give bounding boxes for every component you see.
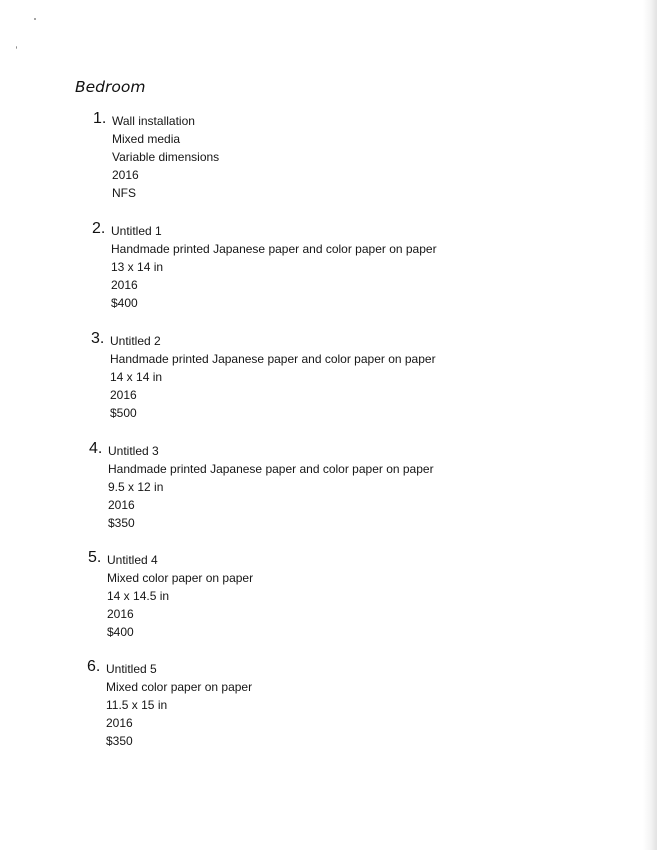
artwork-price: NFS — [112, 186, 136, 200]
entry-number: 4. — [89, 440, 103, 457]
artwork-dimensions: 11.5 x 15 in — [106, 698, 168, 712]
artwork-dimensions: 13 x 14 in — [111, 260, 164, 274]
artwork-dimensions: 9.5 x 12 in — [108, 480, 164, 494]
artwork-medium: Handmade printed Japanese paper and color paper on paper — [111, 242, 437, 256]
artwork-medium: Mixed color paper on paper — [106, 680, 253, 694]
artwork-price: $400 — [111, 296, 138, 310]
artwork-title: Untitled 2 — [110, 334, 161, 348]
artwork-title: Untitled 1 — [111, 224, 162, 238]
artwork-price: $500 — [110, 406, 137, 420]
artwork-dimensions: Variable dimensions — [112, 150, 220, 164]
entry-number: 6. — [87, 658, 101, 675]
section-heading: Bedroom — [75, 78, 146, 96]
artwork-dimensions: 14 x 14 in — [110, 370, 163, 384]
scan-speck — [34, 18, 36, 20]
artwork-title: Wall installation — [112, 114, 195, 128]
artwork-year: 2016 — [111, 278, 138, 292]
artwork-title: Untitled 3 — [108, 444, 159, 458]
artwork-year: 2016 — [112, 168, 139, 182]
entry-number: 5. — [88, 549, 102, 566]
artwork-price: $350 — [108, 516, 135, 530]
artwork-medium: Handmade printed Japanese paper and color paper on paper — [108, 462, 434, 476]
artwork-year: 2016 — [107, 607, 134, 621]
artwork-year: 2016 — [106, 716, 133, 730]
entry-number: 2. — [92, 220, 106, 237]
entry-number: 1. — [93, 110, 107, 127]
scan-speck — [16, 46, 17, 49]
artwork-year: 2016 — [108, 498, 135, 512]
scan-edge-shadow — [643, 0, 657, 850]
artwork-medium: Mixed media — [112, 132, 181, 146]
artwork-medium: Handmade printed Japanese paper and color paper on paper — [110, 352, 436, 366]
artwork-dimensions: 14 x 14.5 in — [107, 589, 170, 603]
artwork-title: Untitled 4 — [107, 553, 158, 567]
artwork-price: $400 — [107, 625, 134, 639]
artwork-price: $350 — [106, 734, 133, 748]
artwork-title: Untitled 5 — [106, 662, 157, 676]
artwork-year: 2016 — [110, 388, 137, 402]
artwork-medium: Mixed color paper on paper — [107, 571, 254, 585]
entry-number: 3. — [91, 330, 105, 347]
